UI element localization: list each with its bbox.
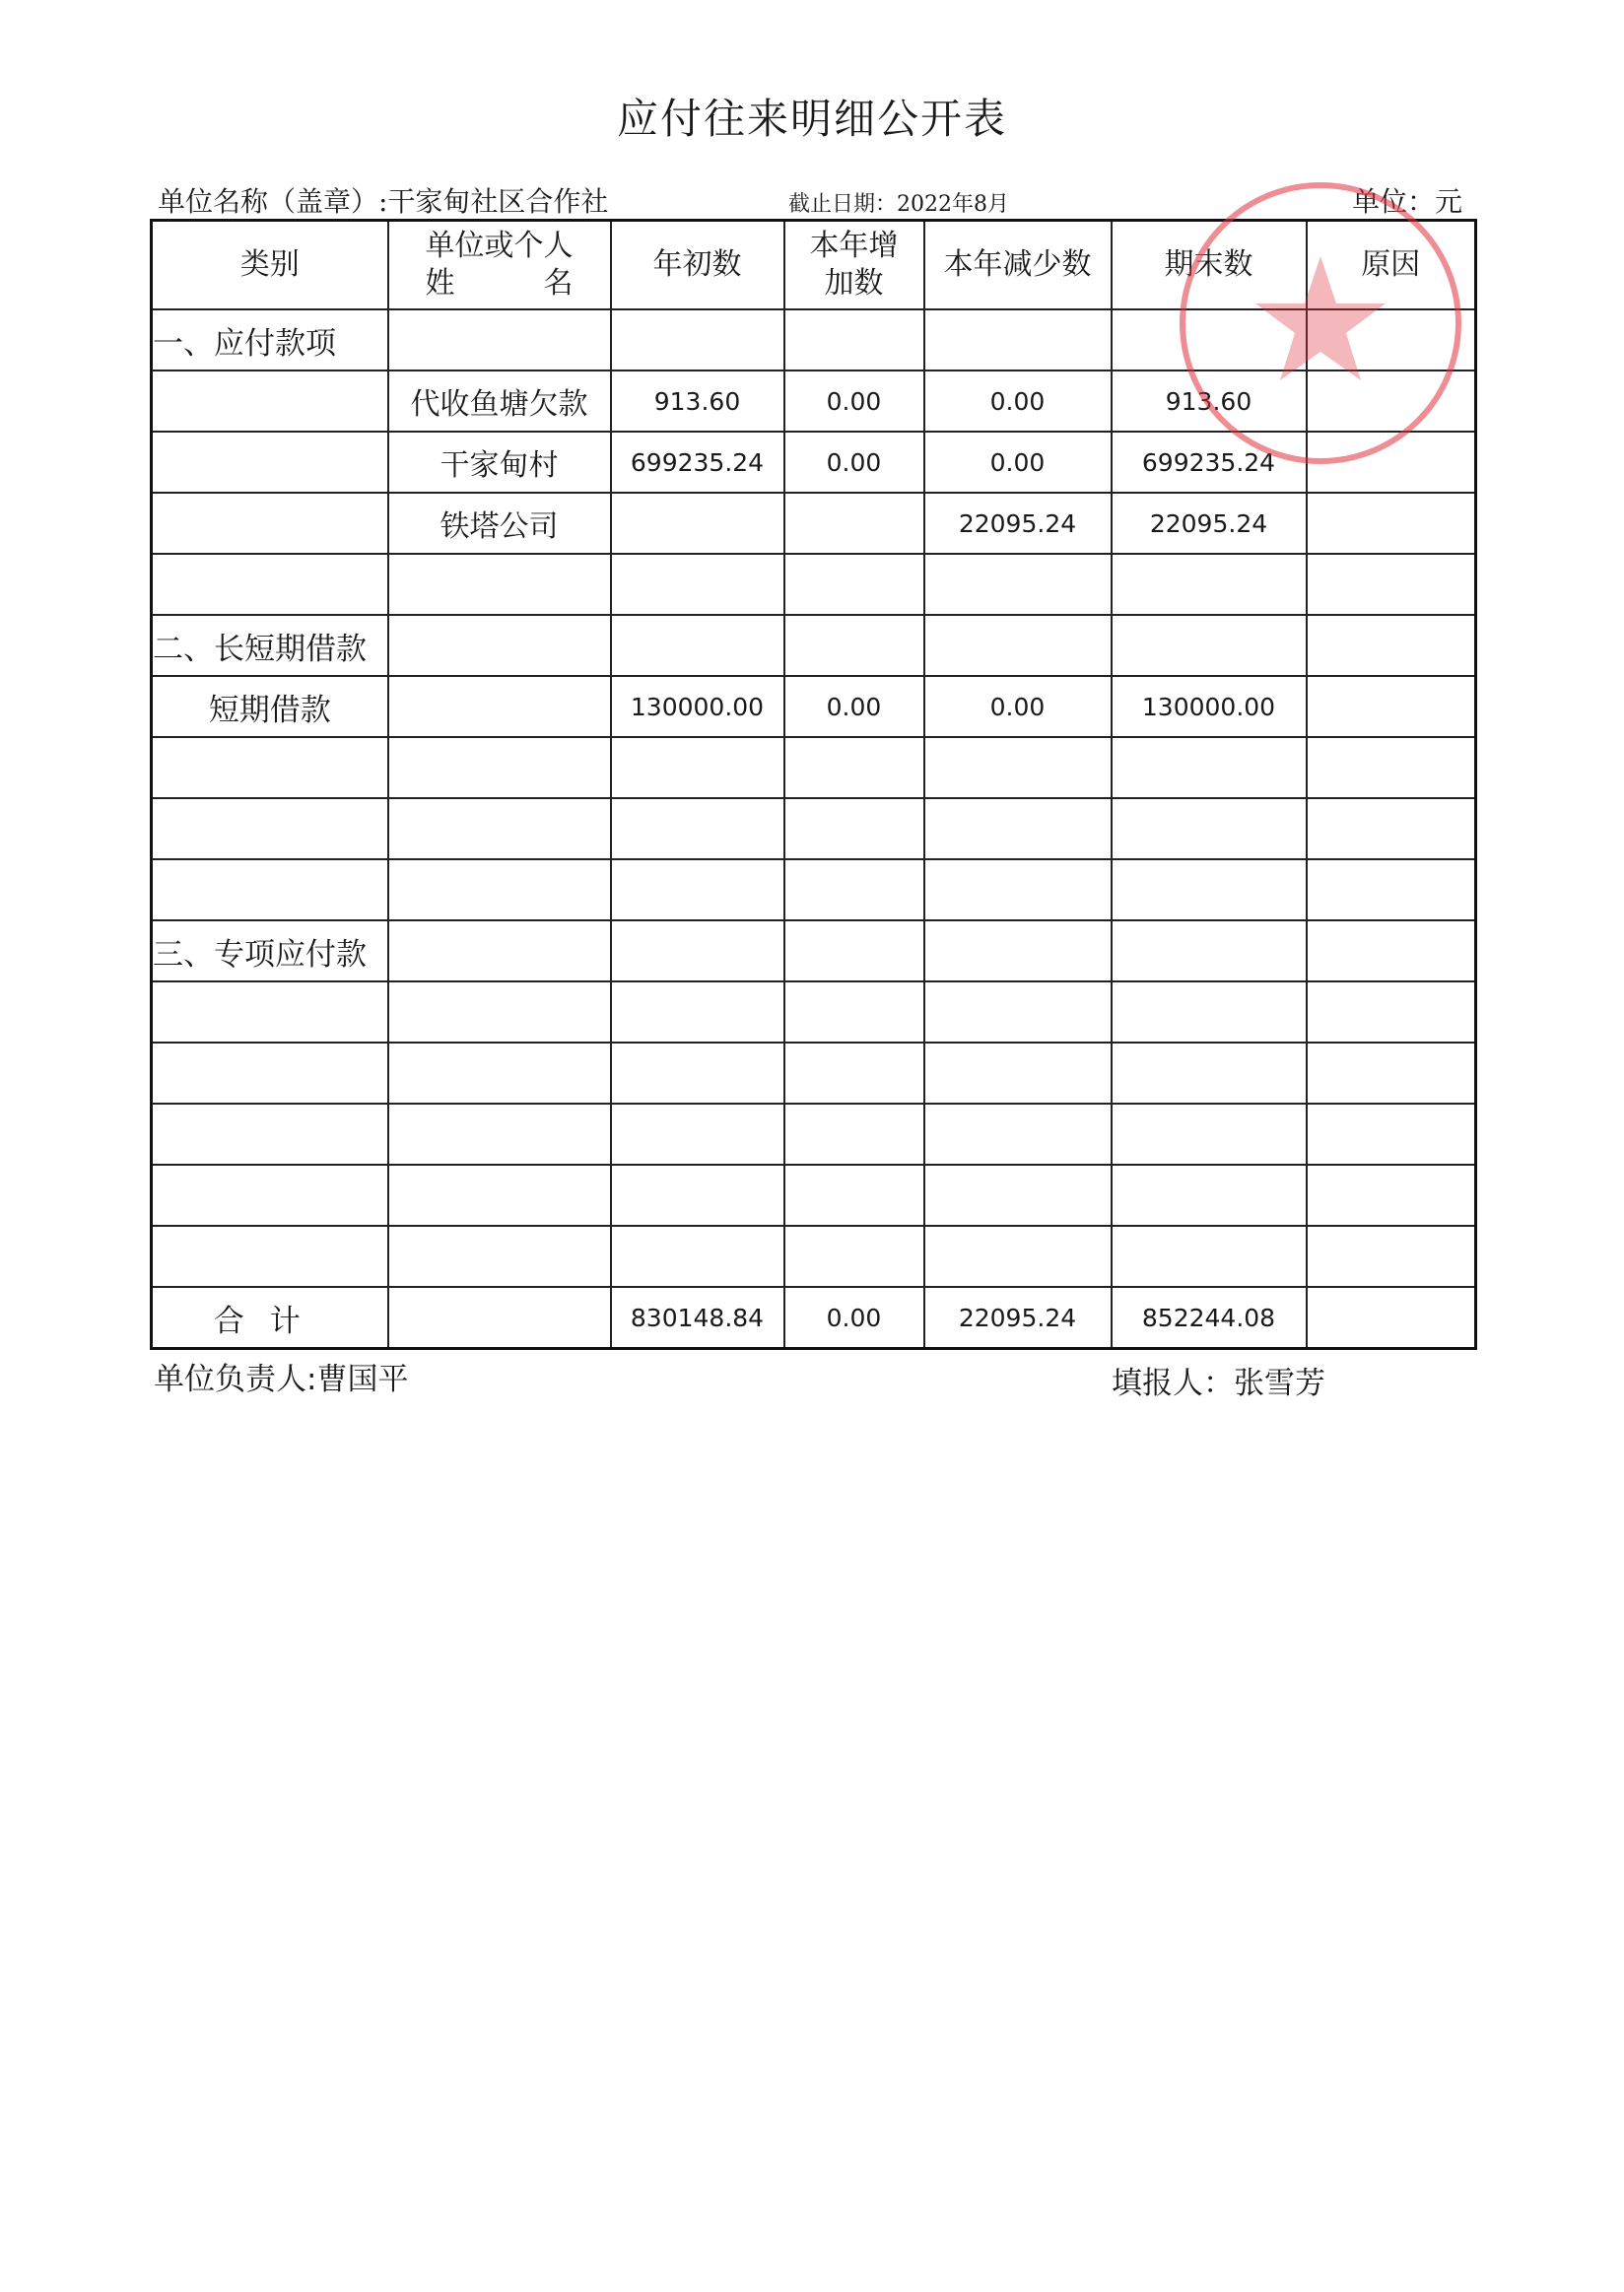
cell-closing bbox=[1112, 554, 1307, 615]
cell-category: 短期借款 bbox=[152, 676, 388, 737]
cell-category bbox=[152, 981, 388, 1043]
table-row bbox=[152, 859, 1476, 920]
cell-reason bbox=[1307, 615, 1476, 676]
cell-name bbox=[388, 859, 611, 920]
cell-increase bbox=[784, 737, 924, 798]
cell-opening bbox=[611, 737, 784, 798]
total-decrease: 22095.24 bbox=[924, 1287, 1112, 1349]
table-row bbox=[152, 920, 1476, 981]
cell-increase: 0.00 bbox=[784, 371, 924, 432]
header-opening: 年初数 bbox=[611, 221, 784, 310]
header-category: 类别 bbox=[152, 221, 388, 310]
cell-increase bbox=[784, 920, 924, 981]
total-opening: 830148.84 bbox=[611, 1287, 784, 1349]
form-filler: 填报人：张雪芳 bbox=[1112, 1366, 1325, 1401]
cell-decrease: 0.00 bbox=[924, 432, 1112, 493]
cell-closing bbox=[1112, 1226, 1307, 1287]
table-row bbox=[152, 371, 1476, 432]
cell-increase bbox=[784, 615, 924, 676]
total-row bbox=[152, 1287, 1476, 1349]
total-closing: 852244.08 bbox=[1112, 1287, 1307, 1349]
cell-increase bbox=[784, 1043, 924, 1104]
cell-opening bbox=[611, 1165, 784, 1226]
cell-closing: 22095.24 bbox=[1112, 493, 1307, 554]
total-reason bbox=[1307, 1287, 1476, 1349]
cell-opening: 913.60 bbox=[611, 371, 784, 432]
cell-decrease bbox=[924, 1104, 1112, 1165]
cell-decrease bbox=[924, 798, 1112, 859]
cell-decrease bbox=[924, 554, 1112, 615]
cell-name bbox=[388, 920, 611, 981]
header-decrease: 本年减少数 bbox=[924, 221, 1112, 310]
table-row bbox=[152, 493, 1476, 554]
cell-decrease bbox=[924, 309, 1112, 371]
cell-opening bbox=[611, 309, 784, 371]
cell-closing bbox=[1112, 981, 1307, 1043]
table-row bbox=[152, 676, 1476, 737]
cell-opening bbox=[611, 920, 784, 981]
header-increase-line1: 本年增 bbox=[809, 229, 899, 263]
page-title: 应付往来明细公开表 bbox=[616, 95, 1007, 143]
cell-reason bbox=[1307, 1043, 1476, 1104]
cell-category bbox=[152, 1043, 388, 1104]
cell-reason bbox=[1307, 554, 1476, 615]
header-closing: 期末数 bbox=[1112, 221, 1307, 310]
cell-category: 二、长短期借款 bbox=[152, 615, 388, 676]
cell-decrease bbox=[924, 981, 1112, 1043]
cell-reason bbox=[1307, 737, 1476, 798]
header-name bbox=[388, 221, 611, 310]
cell-reason bbox=[1307, 371, 1476, 432]
cell-opening: 130000.00 bbox=[611, 676, 784, 737]
cell-opening bbox=[611, 1043, 784, 1104]
cell-name: 干家甸村 bbox=[388, 432, 611, 493]
cell-category bbox=[152, 432, 388, 493]
cell-category bbox=[152, 554, 388, 615]
cell-name bbox=[388, 1226, 611, 1287]
org-name: 单位名称（盖章）:干家甸社区合作社 bbox=[158, 185, 609, 218]
cell-category bbox=[152, 1226, 388, 1287]
cell-opening bbox=[611, 859, 784, 920]
cell-increase bbox=[784, 981, 924, 1043]
cell-reason bbox=[1307, 859, 1476, 920]
cell-decrease: 0.00 bbox=[924, 371, 1112, 432]
cell-reason bbox=[1307, 798, 1476, 859]
cell-decrease bbox=[924, 1043, 1112, 1104]
cell-closing: 130000.00 bbox=[1112, 676, 1307, 737]
cutoff-date: 截止日期：2022年8月 bbox=[788, 192, 1009, 217]
header-name-line1: 单位或个人 bbox=[425, 229, 574, 263]
cell-decrease: 0.00 bbox=[924, 676, 1112, 737]
cell-decrease bbox=[924, 615, 1112, 676]
header-increase bbox=[784, 221, 924, 310]
cell-increase bbox=[784, 554, 924, 615]
header-increase-line2: 加数 bbox=[824, 266, 884, 301]
cell-decrease bbox=[924, 1165, 1112, 1226]
cell-reason bbox=[1307, 1104, 1476, 1165]
table-row bbox=[152, 309, 1476, 371]
cell-increase: 0.00 bbox=[784, 432, 924, 493]
cell-name bbox=[388, 554, 611, 615]
total-label: 合计 bbox=[152, 1287, 388, 1349]
cell-category bbox=[152, 1165, 388, 1226]
cell-category bbox=[152, 1104, 388, 1165]
cell-category bbox=[152, 798, 388, 859]
cell-closing bbox=[1112, 920, 1307, 981]
cell-reason bbox=[1307, 1226, 1476, 1287]
cell-name bbox=[388, 981, 611, 1043]
table-row bbox=[152, 737, 1476, 798]
cell-increase bbox=[784, 1226, 924, 1287]
cell-closing: 913.60 bbox=[1112, 371, 1307, 432]
table-header-row bbox=[152, 221, 1476, 310]
cell-name: 代收鱼塘欠款 bbox=[388, 371, 611, 432]
cell-opening bbox=[611, 493, 784, 554]
cell-reason bbox=[1307, 981, 1476, 1043]
cell-category bbox=[152, 737, 388, 798]
cell-opening: 699235.24 bbox=[611, 432, 784, 493]
cell-closing bbox=[1112, 737, 1307, 798]
cell-closing bbox=[1112, 1043, 1307, 1104]
cell-opening bbox=[611, 554, 784, 615]
cell-name bbox=[388, 798, 611, 859]
cell-name bbox=[388, 1104, 611, 1165]
cell-closing bbox=[1112, 798, 1307, 859]
currency-unit: 单位：元 bbox=[1352, 185, 1463, 218]
table-row bbox=[152, 554, 1476, 615]
cell-reason bbox=[1307, 920, 1476, 981]
table-row bbox=[152, 1226, 1476, 1287]
cell-name bbox=[388, 676, 611, 737]
table-row bbox=[152, 798, 1476, 859]
cell-decrease bbox=[924, 859, 1112, 920]
cell-increase bbox=[784, 309, 924, 371]
cell-reason bbox=[1307, 432, 1476, 493]
total-name bbox=[388, 1287, 611, 1349]
cell-decrease bbox=[924, 1226, 1112, 1287]
header-reason: 原因 bbox=[1307, 221, 1476, 310]
table-row bbox=[152, 1165, 1476, 1226]
cell-category bbox=[152, 859, 388, 920]
cell-decrease bbox=[924, 737, 1112, 798]
cell-decrease: 22095.24 bbox=[924, 493, 1112, 554]
cell-increase: 0.00 bbox=[784, 676, 924, 737]
cell-category bbox=[152, 371, 388, 432]
table-row bbox=[152, 981, 1476, 1043]
cell-name bbox=[388, 737, 611, 798]
header-name-line2: 姓 名 bbox=[425, 266, 574, 301]
cell-reason bbox=[1307, 676, 1476, 737]
cell-opening bbox=[611, 798, 784, 859]
table-row bbox=[152, 432, 1476, 493]
cell-reason bbox=[1307, 309, 1476, 371]
cell-closing: 699235.24 bbox=[1112, 432, 1307, 493]
cell-category: 三、专项应付款 bbox=[152, 920, 388, 981]
cell-name bbox=[388, 615, 611, 676]
cell-decrease bbox=[924, 920, 1112, 981]
total-increase: 0.00 bbox=[784, 1287, 924, 1349]
cell-closing bbox=[1112, 615, 1307, 676]
unit-leader: 单位负责人:曹国平 bbox=[154, 1362, 409, 1397]
cell-closing bbox=[1112, 1104, 1307, 1165]
cell-category: 一、应付款项 bbox=[152, 309, 388, 371]
cell-category bbox=[152, 493, 388, 554]
cell-closing bbox=[1112, 309, 1307, 371]
cell-increase bbox=[784, 859, 924, 920]
cell-name: 铁塔公司 bbox=[388, 493, 611, 554]
cell-increase bbox=[784, 1165, 924, 1226]
cell-closing bbox=[1112, 1165, 1307, 1226]
cell-increase bbox=[784, 798, 924, 859]
cell-opening bbox=[611, 1104, 784, 1165]
cell-opening bbox=[611, 981, 784, 1043]
table-row bbox=[152, 615, 1476, 676]
cell-name bbox=[388, 1165, 611, 1226]
cell-reason bbox=[1307, 493, 1476, 554]
table-row bbox=[152, 1104, 1476, 1165]
cell-increase bbox=[784, 1104, 924, 1165]
cell-name bbox=[388, 1043, 611, 1104]
cell-name bbox=[388, 309, 611, 371]
payables-table bbox=[150, 219, 1477, 1350]
cell-closing bbox=[1112, 859, 1307, 920]
cell-increase bbox=[784, 493, 924, 554]
cell-opening bbox=[611, 615, 784, 676]
cell-reason bbox=[1307, 1165, 1476, 1226]
table-row bbox=[152, 1043, 1476, 1104]
cell-opening bbox=[611, 1226, 784, 1287]
